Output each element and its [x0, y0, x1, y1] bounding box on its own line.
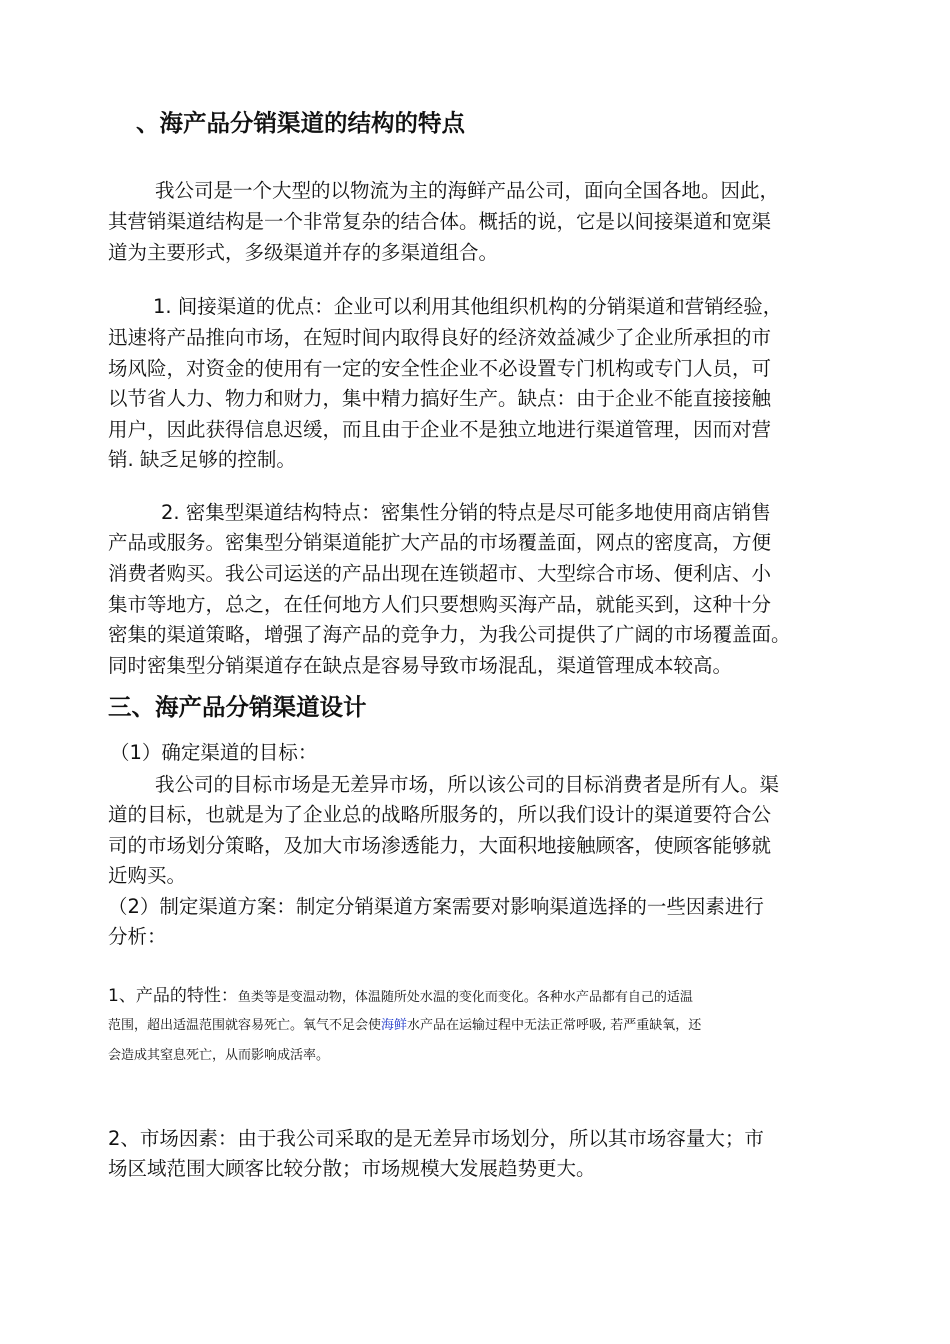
paragraph-line: 司的市场划分策略，及加大市场渗透能力，大面积地接触顾客，使顾客能够就	[108, 834, 772, 857]
factor-product-title: 1、产品的特性：	[108, 986, 238, 1006]
factor-product-text: 水产品在运输过程中无法正常呼吸, 若严重缺氧，还	[407, 1018, 702, 1033]
factor-product-line	[108, 986, 693, 1008]
paragraph-line: 集市等地方，总之，在任何地方人们只要想购买海产品，就能买到，这种十分	[108, 593, 772, 616]
paragraph-line: 同时密集型分销渠道存在缺点是容易导致市场混乱，渠道管理成本较高。	[108, 654, 733, 677]
paragraph-line: 销. 缺乏足够的控制。	[108, 448, 296, 471]
paragraph-line: 2. 密集型渠道结构特点：密集性分销的特点是尽可能多地使用商店销售	[161, 501, 771, 524]
section-heading-structure: 、海产品分销渠道的结构的特点	[136, 109, 465, 137]
paragraph-line: （2）制定渠道方案：制定分销渠道方案需要对影响渠道选择的一些因素进行	[108, 895, 764, 918]
paragraph-line: 场风险，对资金的使用有一定的安全性企业不必设置专门机构或专门人员，可	[108, 357, 772, 380]
factor-product-line: 会造成其窒息死亡，从而影响成活率。	[108, 1048, 330, 1063]
item-title: （1）确定渠道的目标：	[110, 741, 318, 764]
factor-product-text: 鱼类等是变温动物，体温随所处水温的变化而变化。各种水产品都有自己的适温	[237, 990, 693, 1005]
factor-product-text: 范围，超出适温范围就容易死亡。氧气不足会使	[108, 1018, 382, 1033]
seafood-link[interactable]: 海鲜	[381, 1018, 408, 1033]
paragraph-line: 我公司的目标市场是无差异市场，所以该公司的目标消费者是所有人。渠	[155, 773, 780, 796]
paragraph-line: 产品或服务。密集型分销渠道能扩大产品的市场覆盖面，网点的密度高，方便	[108, 531, 772, 554]
paragraph-line: 迅速将产品推向市场，在短时间内取得良好的经济效益减少了企业所承担的市	[108, 326, 772, 349]
paragraph-line: 其营销渠道结构是一个非常复杂的结合体。概括的说，它是以间接渠道和宽渠	[108, 210, 772, 233]
section-heading-design: 三、海产品分销渠道设计	[108, 693, 367, 721]
paragraph-line: 场区域范围大顾客比较分散；市场规模大发展趋势更大。	[108, 1157, 596, 1180]
paragraph-line: 近购买。	[108, 864, 187, 887]
paragraph-line: 分析：	[108, 925, 167, 948]
paragraph-line: 道的目标，也就是为了企业总的战略所服务的，所以我们设计的渠道要符合公	[108, 803, 772, 826]
paragraph-line: 我公司是一个大型的以物流为主的海鲜产品公司，面向全国各地。因此，	[155, 179, 780, 202]
paragraph-line: 道为主要形式，多级渠道并存的多渠道组合。	[108, 241, 499, 264]
paragraph-line: 密集的渠道策略，增强了海产品的竞争力，为我公司提供了广阔的市场覆盖面。	[108, 623, 791, 646]
paragraph-line: 消费者购买。我公司运送的产品出现在连锁超市、大型综合市场、便利店、小	[108, 562, 772, 585]
paragraph-line: 1. 间接渠道的优点：企业可以利用其他组织机构的分销渠道和营销经验，	[153, 295, 783, 318]
paragraph-line: 以节省人力、物力和财力，集中精力搞好生产。缺点：由于企业不能直接接触	[108, 387, 772, 410]
paragraph-line: 用户，因此获得信息迟缓，而且由于企业不是独立地进行渠道管理，因而对营	[108, 418, 772, 441]
factor-product-line	[108, 1016, 701, 1036]
paragraph-line: 2、市场因素：由于我公司采取的是无差异市场划分，所以其市场容量大；市	[108, 1127, 764, 1150]
